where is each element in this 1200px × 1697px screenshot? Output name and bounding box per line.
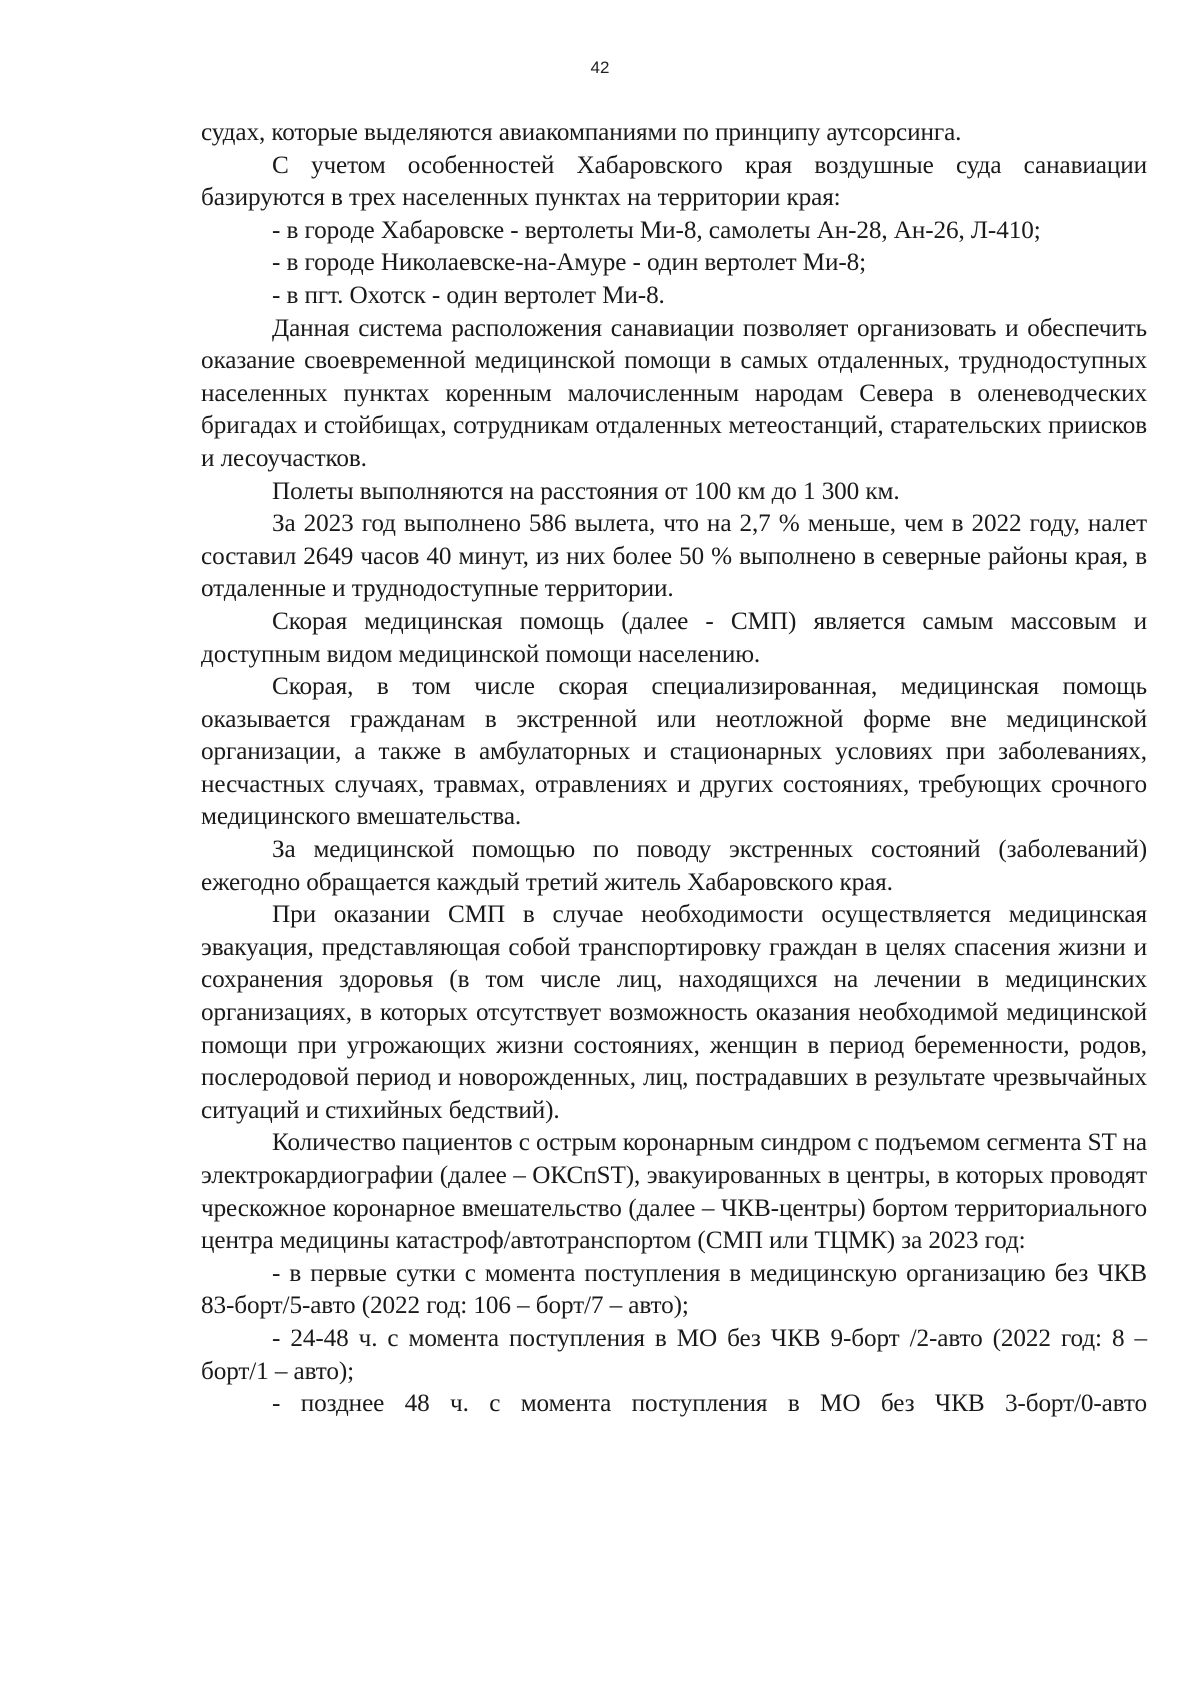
list-item: - в пгт. Охотск - один вертолет Ми-8.: [272, 281, 665, 309]
paragraph: Скорая медицинская помощь (далее - СМП) является самым массовым и доступным видом медицинской помощи населению.: [201, 607, 1147, 668]
page-number: 42: [590, 58, 610, 77]
paragraph: За 2023 год выполнено 586 вылета, что на 2,7 % меньше, чем в 2022 году, налет составил 2649 часов 40 минут, из них более 50 % выполнено в северные районы края, в отдаленные и труднодоступные территории.: [201, 510, 1147, 603]
paragraph: Данная система расположения санавиации позволяет организовать и обеспечить оказание своевременной медицинской помощи в самых отдаленных, труднодоступных населенных пунктах коренным малочисленным народам Севера в оленеводческих бригадах и стойбищах, сотрудникам отдаленных метеостанций, старательских приисков и лесоучастков.: [201, 314, 1147, 472]
document-body: [201, 117, 1147, 1421]
list-item: - в городе Хабаровске - вертолеты Ми-8, самолеты Ан-28, Ан-26, Л-410;: [272, 216, 1041, 244]
paragraph: Количество пациентов с острым коронарным синдром с подъемом сегмента ST на электрокардиографии (далее – ОКСпST), эвакуированных в центры, в которых проводят чрескожное коронарное вмешательство (далее – ЧКВ-центры) бортом территориального центра медицины катастроф/автотранспортом (СМП или ТЦМК) за 2023 год:: [201, 1129, 1148, 1255]
list-item: - 24-48 ч. с момента поступления в МО без ЧКВ 9-борт /2-авто (2022 год: 8 – борт/1 – авто);: [201, 1324, 1147, 1385]
list-item: - в первые сутки с момента поступления в медицинскую организацию без ЧКВ 83-борт/5-авто (2022 год: 106 – борт/7 – авто);: [201, 1259, 1147, 1320]
list-item: - в городе Николаевске-на-Амуре - один вертолет Ми-8;: [272, 249, 867, 277]
list-item: - позднее 48 ч. с момента поступления в МО без ЧКВ 3-борт/0-авто: [272, 1390, 1147, 1418]
paragraph: судах, которые выделяются авиакомпаниями по принципу аутсорсинга.: [201, 119, 962, 146]
paragraph: При оказании СМП в случае необходимости осуществляется медицинская эвакуация, представляющая собой транспортировку граждан в целях спасения жизни и сохранения здоровья (в том числе лиц, находящихся на лечении в медицинских организациях, в которых отсутствует возможность оказания необходимой медицинской помощи при угрожающих жизни состояниях, женщин в период беременности, родов, послеродовой период и новорожденных, лиц, пострадавших в результате чрезвычайных ситуаций и стихийных бедствий).: [201, 901, 1147, 1124]
paragraph: Скорая, в том числе скорая специализированная, медицинская помощь оказывается гражданам в экстренной или неотложной форме вне медицинской организации, а также в амбулаторных и стационарных условиях при заболеваниях, несчастных случаях, травмах, отравлениях и других состояниях, требующих срочного медицинского вмешательства.: [201, 673, 1147, 831]
paragraph: За медицинской помощью по поводу экстренных состояний (заболеваний) ежегодно обращается каждый третий житель Хабаровского края.: [201, 836, 1147, 896]
paragraph: Полеты выполняются на расстояния от 100 км до 1 300 км.: [272, 477, 900, 505]
paragraph: С учетом особенностей Хабаровского края воздушные суда санавиации базируются в трех населенных пунктах на территории края:: [201, 151, 1147, 212]
